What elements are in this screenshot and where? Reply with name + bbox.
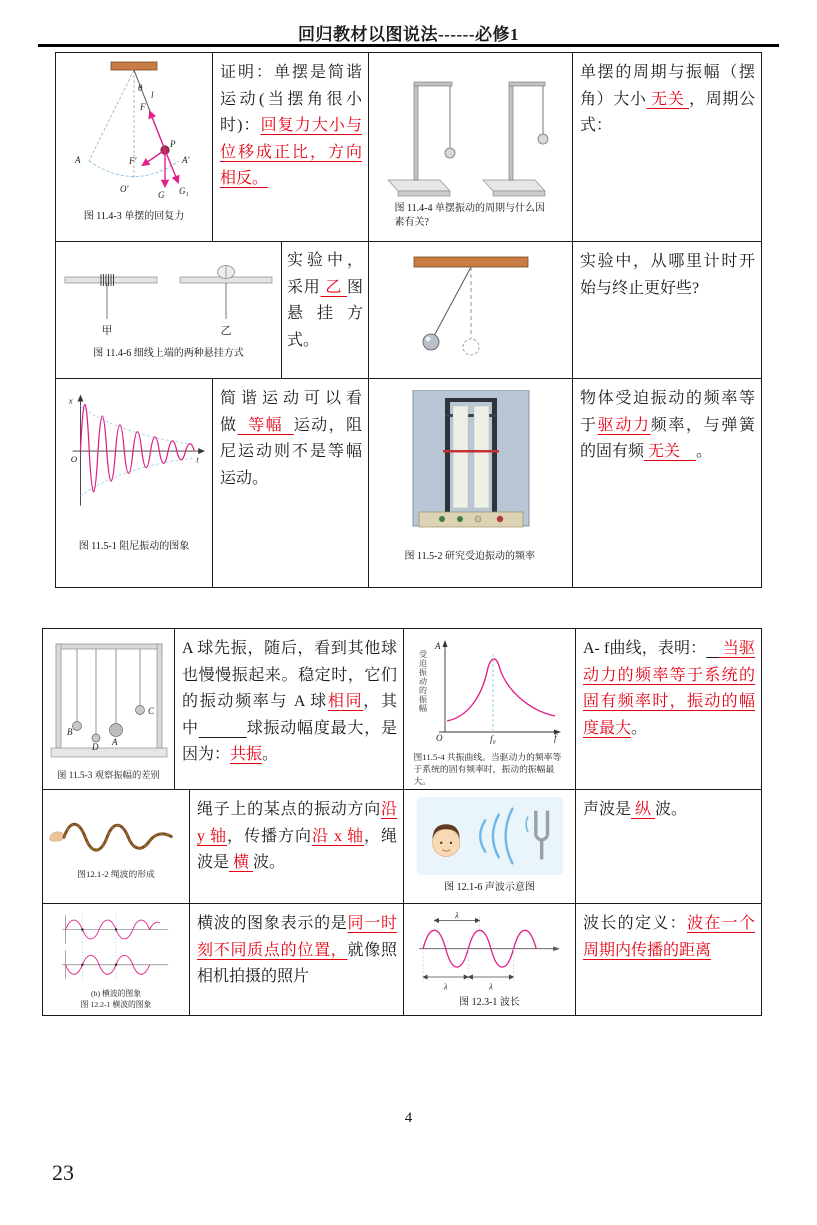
damped-wave-curve (80, 404, 194, 492)
gravity-g1-label: G₁ (179, 186, 189, 196)
restoring-force-arrow (143, 150, 165, 165)
text-segment: 波。 (655, 801, 688, 818)
tension-force-arrow (150, 112, 165, 150)
table1-row2 (55, 241, 762, 379)
wavelength-label: λ (443, 981, 448, 992)
y-axis-arrow (442, 640, 447, 647)
cell-pendulum-array-figure (42, 628, 175, 790)
child-face (432, 829, 459, 856)
text-segment: 无关 (644, 443, 697, 461)
cell-damping-text (212, 378, 369, 588)
base-button (457, 516, 463, 522)
figure-caption-line1: (b) 横波的图象 (90, 988, 142, 998)
frame-base (51, 748, 167, 757)
transverse-wave-graphs (53, 911, 179, 985)
paper-strip-right (474, 406, 489, 508)
base-button (439, 516, 445, 522)
pendulum-bob (538, 134, 548, 144)
ball-c (135, 706, 144, 715)
text-segment: 横 (229, 854, 254, 872)
header-rule (38, 44, 779, 47)
cell-pendulum-forces-figure (55, 52, 213, 242)
text-segment: A- f曲线，表明： (583, 640, 707, 657)
pendulum-bob (423, 334, 439, 350)
natural-frequency-label: f₀ (489, 734, 496, 744)
cell-rope-wave-text (189, 789, 404, 904)
cell-sound-wave-text (575, 789, 762, 904)
gravity-g-label: G (158, 190, 165, 200)
review-table-1 (55, 52, 762, 588)
frequency-axis-label: f (553, 733, 557, 743)
frame-top-bar (445, 398, 497, 402)
lab-stand-left (388, 82, 455, 196)
suspension-methods-figure (61, 259, 276, 337)
red-marker-line (443, 450, 499, 453)
text-segment: 简谐运动可以看做 (220, 390, 362, 434)
cell-resonance-curve-figure (403, 628, 576, 790)
lab-stand-right (483, 82, 548, 196)
cell-timing-question-text (572, 241, 762, 379)
table2-row3 (42, 903, 762, 1016)
text-segment: 等幅 (237, 416, 294, 434)
table2-row2 (42, 789, 762, 904)
text-segment: 频率，与弹簧的固有频 (580, 416, 755, 461)
hand (49, 831, 64, 841)
cell-forced-frequency-text (572, 378, 762, 588)
text-segment: ，传播方向 (227, 827, 312, 845)
text-segment: 无关 (646, 90, 690, 108)
bob-equilibrium-ghost (463, 339, 479, 355)
text-segment: 沿 x 轴 (311, 827, 364, 845)
ceiling-bar (111, 62, 157, 70)
cell-sound-wave-figure (403, 789, 576, 904)
text-segment: 运动，阻尼运动则不是等幅运动。 (220, 416, 362, 487)
x-axis-var-label: x (68, 395, 73, 406)
text-segment: 。 (262, 746, 279, 764)
cell-damped-oscillation-figure (55, 378, 213, 588)
page-title: 回归教材以图说法------必修1 (298, 25, 519, 44)
figure-caption: 图11.5-4 共振曲线。当驱动力的频率等于系统的固有频率时，振动的振幅最大。 (413, 752, 562, 786)
x-axis-arrow (198, 448, 205, 454)
damped-oscillation-graph (61, 390, 207, 518)
pendulum-restoring-force-figure (63, 60, 205, 206)
cell-wave-graph-meaning-text (189, 903, 404, 1016)
corner-number: 23 (52, 1160, 74, 1185)
cell-forced-vibration-photo (368, 378, 573, 588)
ball-d-label: D (91, 742, 98, 752)
text-segment: 共振 (230, 746, 263, 764)
resonance-curve-plot (415, 636, 565, 746)
point-a-prime-label: A′ (182, 155, 190, 165)
figure-caption: 图 11.4-6 细线上端的两种悬挂方式 (93, 348, 244, 359)
origin-label: O (435, 733, 442, 743)
ball-b-label: B (66, 727, 72, 737)
cell-suspension-choice-text (281, 241, 369, 379)
cell-rope-wave-figure (42, 789, 190, 904)
ceiling-bar (414, 257, 528, 267)
text-segment: ，绳波是 (197, 827, 397, 872)
frame-top-bar (56, 644, 162, 649)
review-table-2 (42, 628, 762, 1016)
text-segment: 声波是 (583, 801, 632, 818)
particle-dot (81, 928, 84, 931)
text-segment: 相同 (327, 693, 364, 711)
figure-caption: 图 11.4-3 单摆的回复力 (83, 211, 185, 222)
frame-post-right (157, 644, 162, 748)
ball-a (109, 724, 122, 737)
particle-dot (81, 964, 84, 967)
sound-wave-figure (415, 797, 565, 875)
figure-caption: 图 11.5-3 观察振幅的差别 (57, 771, 160, 781)
base-button-red (496, 516, 502, 522)
figure-caption: 图 12.3-1 波长 (459, 997, 520, 1008)
text-segment: 就像照相机拍摄的照片 (197, 941, 397, 986)
text-segment: 物体受迫振动的频率等于 (580, 390, 755, 434)
coupled-pendulums-figure (50, 636, 168, 762)
text-segment: 绳子上的某点的振动方向 (197, 801, 381, 818)
text-segment: 实验中，从哪里计时开始与终止更好些? (580, 253, 755, 297)
table2-row1 (42, 628, 762, 790)
point-a-label: A (75, 155, 81, 165)
cell-resonance-observation-text (174, 628, 404, 790)
figure-caption: 图 11.4-4 单摆振动的周期与什么因素有关? (394, 203, 545, 228)
point-p-label: P (170, 139, 176, 149)
wavelength-label: λ (454, 911, 459, 921)
forced-vibration-apparatus-photo (412, 390, 530, 536)
x-axis-arrow (553, 946, 560, 951)
text-segment (199, 720, 247, 737)
text-segment: 实验中，采用 (287, 252, 363, 296)
ball-c-label: C (147, 706, 154, 716)
point-o-prime-label: O′ (120, 184, 129, 194)
pendulum-string (434, 267, 471, 336)
ball-b (72, 722, 81, 731)
text-segment: 纵 (631, 801, 656, 818)
text-segment: 。 (696, 443, 713, 461)
text-segment: A 球先振，随后，看到其他球也慢慢振起来。稳定时，它们的振动频率与 A 球 (182, 640, 397, 711)
table1-row1 (55, 52, 762, 242)
eye (449, 842, 451, 844)
method-yi-label: 乙 (220, 325, 232, 337)
particle-dot (115, 928, 118, 931)
cell-pendulum-stands-figure (368, 52, 573, 242)
wavelength-label: λ (488, 981, 493, 992)
eye (440, 842, 442, 844)
text-segment: 波长的定义： (583, 915, 687, 932)
cell-wavelength-definition-text (575, 903, 762, 1016)
left-string-dashed (89, 70, 134, 161)
table1-row3 (55, 378, 762, 588)
resonance-curve-figure (415, 636, 565, 746)
text-segment: 驱动力 (597, 416, 651, 434)
frame-post-left (56, 644, 61, 748)
figure-caption: 图12.1-2 绳波的形成 (77, 868, 155, 879)
gravity-component-arrow (165, 150, 178, 182)
wavelength-figure (415, 911, 565, 994)
page-number: 4 (404, 1110, 413, 1126)
text-segment: 横波的图象表示的是 (197, 915, 348, 932)
figure-caption-line2: 图 12.2-1 横波的图象 (80, 1000, 152, 1010)
y-axis-arrow (78, 395, 84, 402)
text-segment: 当驱动力的频率等于系统的固有频率时，振动的幅度最大 (583, 640, 756, 737)
pendulum-bob (445, 148, 455, 158)
cell-timing-pendulum-figure (368, 241, 573, 379)
envelope-top (80, 406, 194, 444)
text-segment: 乙 (320, 278, 347, 296)
cell-suspension-methods-figure (55, 241, 282, 379)
text-segment (706, 640, 718, 657)
photo-background (413, 390, 529, 526)
cell-wavelength-figure (403, 903, 576, 1016)
text-segment: 图悬挂方式。 (287, 278, 363, 349)
amplitude-label: A (434, 641, 440, 651)
angle-theta-label: θ (138, 83, 143, 93)
particle-dot (115, 964, 118, 967)
text-segment: 。 (631, 719, 648, 737)
text-segment: 回复力大小与位移成正比，方向相反。 (220, 117, 362, 188)
cell-shm-proof-text (212, 52, 369, 242)
ball-d (92, 734, 100, 742)
force-f-prime-label: F′ (129, 156, 137, 166)
text-segment: 沿 y 轴 (197, 801, 397, 845)
text-segment: 证明：单摆是简谐运动(当摆角很小时)： (220, 64, 362, 135)
length-label: l (151, 90, 154, 100)
cell-period-amplitude-text (572, 52, 762, 242)
cell-wave-graphs-figure (42, 903, 190, 1016)
rope-wave-figure (48, 816, 184, 861)
y-axis-label: 受迫振动的振幅 (418, 650, 428, 713)
rope-curve (64, 824, 171, 850)
text-segment: 球振动幅度最大，是因为： (182, 719, 397, 764)
force-f-label: F (140, 102, 146, 112)
timing-pendulum-figure (376, 254, 566, 370)
resonance-curve (447, 659, 555, 721)
text-segment: 单摆的周期与振幅（摆角）大小 (580, 64, 755, 108)
text-segment: 同一时刻不同质点的位置， (197, 915, 397, 959)
apparatus-base (419, 512, 523, 527)
text-segment: 波在一个周期内传播的距离 (583, 915, 755, 959)
base-knob (475, 516, 481, 522)
origin-label: O (70, 453, 78, 464)
figure-caption: 图 11.5-2 研究受迫振动的频率 (404, 551, 535, 562)
ball-a-label: A (111, 737, 117, 747)
cell-af-curve-text (575, 628, 762, 790)
figure-caption: 图 12.1-6 声波示意图 (444, 882, 535, 893)
t-axis-label: t (196, 454, 199, 465)
bob-highlight (425, 336, 430, 341)
text-segment: 波。 (253, 854, 286, 872)
method-jia-label: 甲 (101, 325, 113, 337)
paper-strip-left (453, 406, 468, 508)
text-segment: ，其中 (182, 693, 397, 737)
pendulum-stands-figure (378, 60, 563, 198)
text-segment: ，周期公式： (580, 90, 755, 135)
figure-caption: 图 11.5-1 阻尼振动的图象 (78, 541, 190, 552)
